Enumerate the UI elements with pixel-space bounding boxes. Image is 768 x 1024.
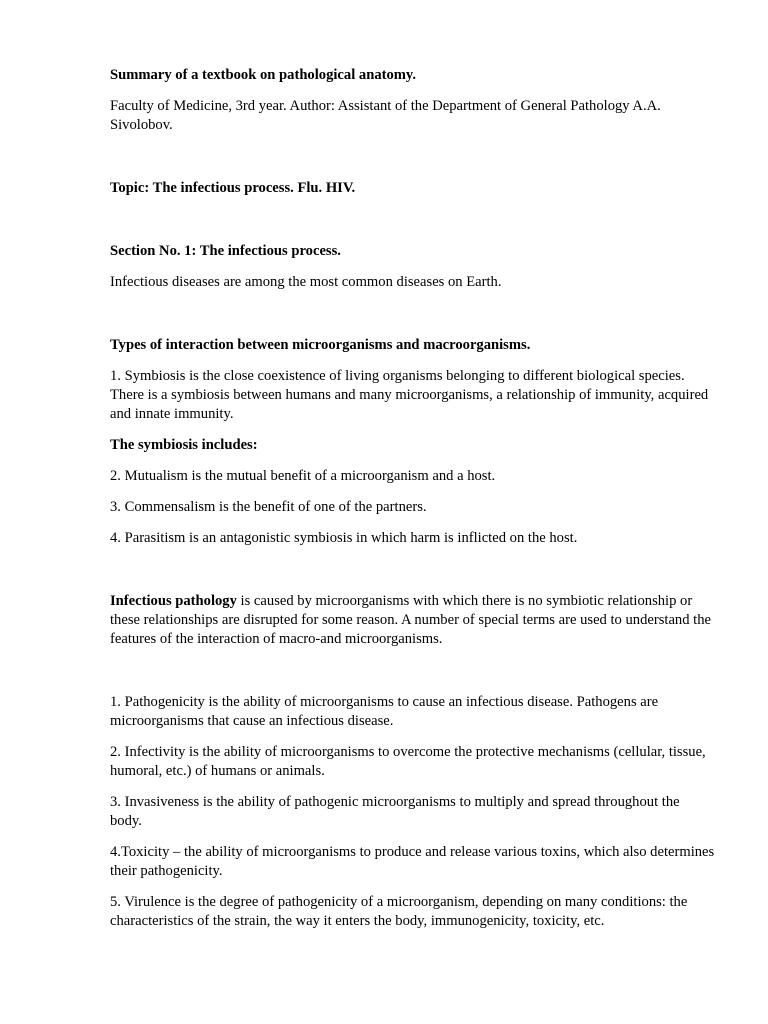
list-item: 3. Commensalism is the benefit of one of the partners. [110, 499, 427, 515]
document-meta: Faculty of Medicine, 3rd year. Author: Assistant of the Department of General Pathology A.A. Sivolobov. [110, 98, 661, 133]
term-item: 2. Infectivity is the ability of microorganisms to overcome the protective mechanisms (cellular, tissue, humoral, etc.) of humans or animals. [110, 744, 706, 779]
infectious-pathology-term: Infectious pathology [110, 593, 237, 609]
section-intro: Infectious diseases are among the most common diseases on Earth. [110, 274, 502, 290]
topic-heading: Topic: The infectious process. Flu. HIV. [110, 180, 356, 196]
document-title: Summary of a textbook on pathological anatomy. [110, 67, 417, 83]
list-item: 4. Parasitism is an antagonistic symbiosis in which harm is inflicted on the host. [110, 530, 578, 546]
term-item: 1. Pathogenicity is the ability of microorganisms to cause an infectious disease. Pathogens are microorganisms that cause an infectious disease. [110, 694, 659, 729]
symbiosis-item: 1. Symbiosis is the close coexistence of living organisms belonging to different biological species. There is a symbiosis between humans and many microorganisms, a relationship of immunity, acquired and innate immunity. [110, 368, 709, 422]
interaction-heading: Types of interaction between microorganisms and macroorganisms. [110, 337, 531, 353]
symbiosis-includes-heading: The symbiosis includes: [110, 437, 258, 453]
list-item: 2. Mutualism is the mutual benefit of a microorganism and a host. [110, 468, 496, 484]
term-item: 3. Invasiveness is the ability of pathogenic microorganisms to multiply and spread throughout the body. [110, 794, 680, 829]
infectious-pathology-text: is caused by microorganisms with which there is no symbiotic relationship or these relationships are disrupted for some reason. A number of special terms are used to understand the features of the interaction of macro-and microorganisms. [110, 593, 712, 647]
term-item: 5. Virulence is the degree of pathogenicity of a microorganism, depending on many conditions: the characteristics of the strain, the way it enters the body, immunogenicity, toxicity, etc. [110, 894, 688, 929]
term-item: 4.Toxicity – the ability of microorganisms to produce and release various toxins, which also determines their pathogenicity. [110, 844, 715, 879]
infectious-pathology-paragraph [110, 592, 715, 649]
section-heading: Section No. 1: The infectious process. [110, 243, 341, 259]
document-page [110, 66, 715, 931]
